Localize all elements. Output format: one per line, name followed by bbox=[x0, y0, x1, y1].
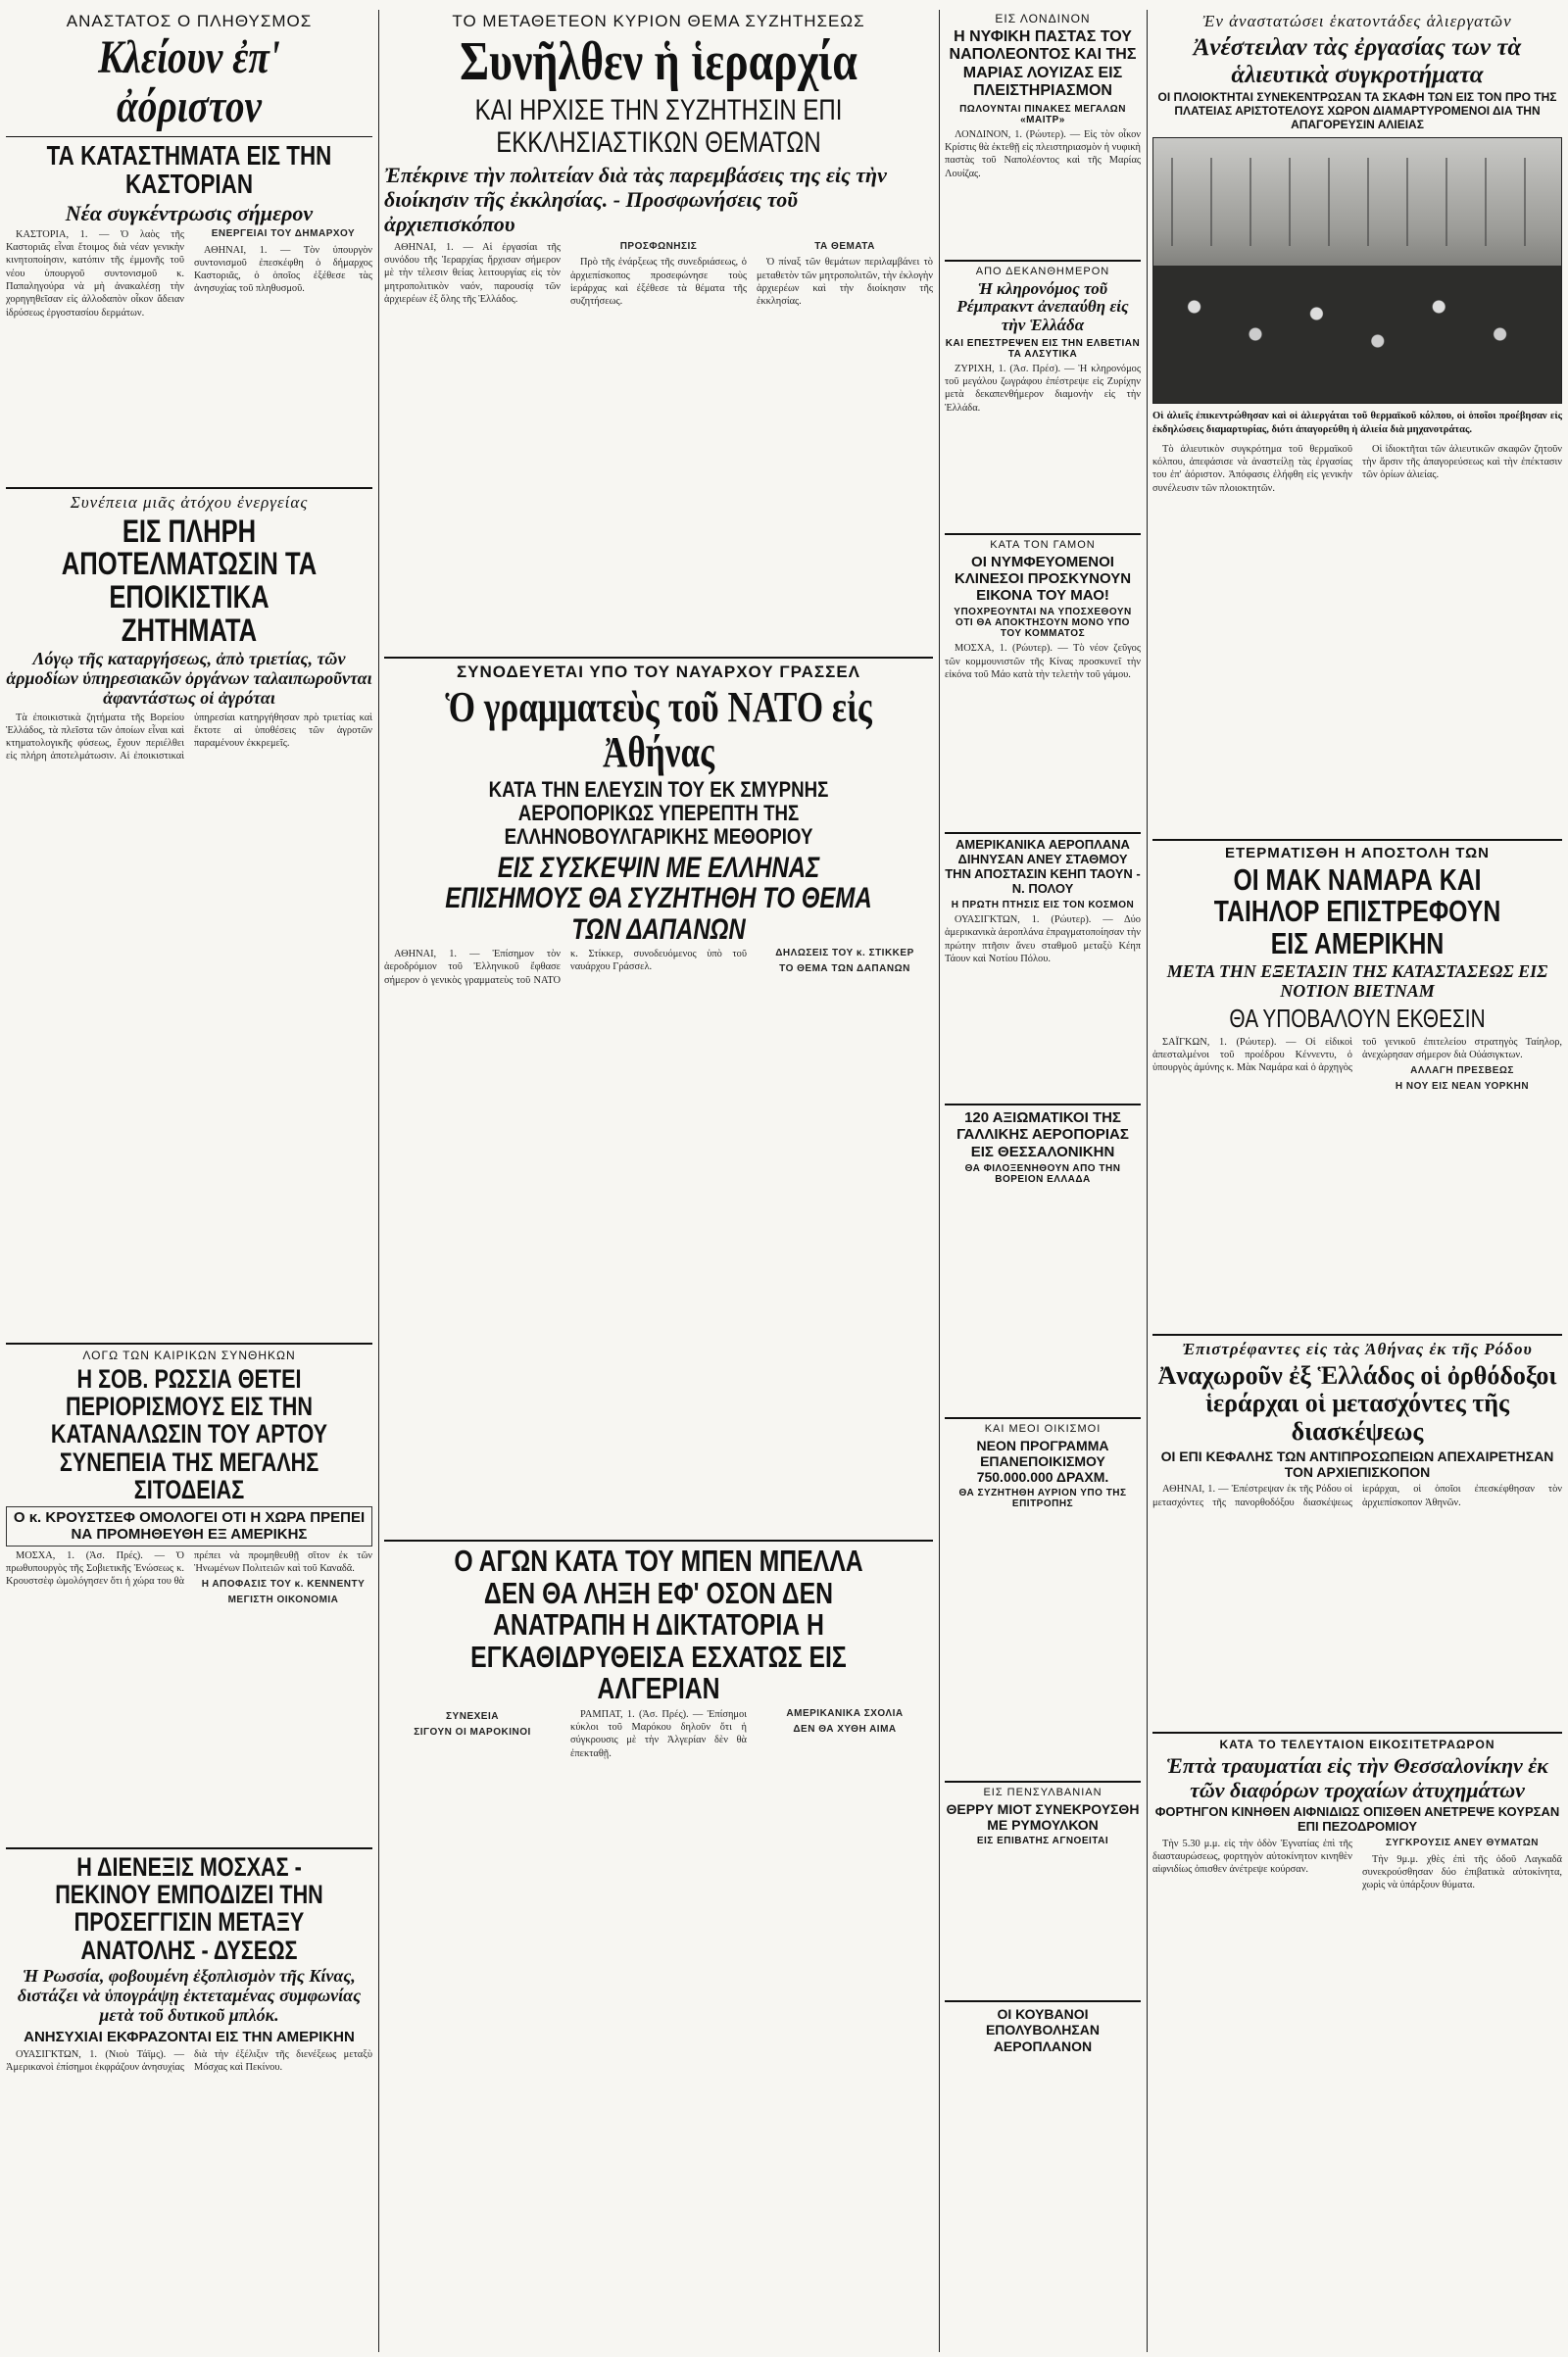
subhead-first-flight: Η ΠΡΩΤΗ ΠΤΗΣΙΣ ΕΙΣ ΤΟΝ ΚΟΣΜΟΝ bbox=[951, 900, 1135, 911]
section-sygon: ΣΙΓΟΥΝ ΟΙ ΜΑΡΟΚΙΝΟΙ bbox=[414, 1726, 531, 1738]
article-mcnamara bbox=[1152, 1036, 1562, 1330]
article-text: ΡΑΜΠΑΤ, 1. (Ἀσ. Πρές). — Ἐπίσημοι κύκλοι τοῦ Μαρόκου δηλοῦν ὅτι ἡ σύγκρουσις μὲ τὴν Ἀλγερίαν δὲν θὰ ἐπεκταθῇ. bbox=[570, 1708, 747, 1759]
section-themata: ΤΑ ΘΕΜΑΤΑ bbox=[814, 240, 875, 252]
article-epoikismos bbox=[6, 712, 372, 1339]
kicker-epoikismos: Συνέπεια μιᾶς ἀτόχου ἐνεργείας bbox=[70, 492, 309, 512]
article-napoleon bbox=[945, 128, 1141, 256]
article-text: ΑΘΗΝΑΙ, 1. — Τὸν ὑπουργὸν συντονισμοῦ ἐπεσκέφθη ὁ δήμαρχος Καστοριᾶς, ὁ ὁποῖος ἐξέθεσε τὰς ἀνησυχίας τοῦ πληθυσμοῦ. bbox=[194, 244, 372, 295]
article-moscow-peking bbox=[6, 2048, 372, 2283]
headline-russia-bread: Η ΣΟΒ. ΡΩΣΣΙΑ ΘΕΤΕΙ ΠΕΡΙΟΡΙΣΜΟΥΣ ΕΙΣ ΤΗΝ ΚΑΤΑΝΑΛΩΣΙΝ ΤΟΥ ΑΡΤΟΥ ΣΥΝΕΠΕΙΑ ΤΗΣ ΜΕΓΑΛΗΣ ΣΙΤΟΔΕΙΑΣ bbox=[50, 1363, 328, 1504]
column-1 bbox=[6, 10, 372, 2352]
article-kastoria bbox=[6, 228, 372, 483]
column-2 bbox=[384, 10, 933, 2352]
kicker-traffic: ΚΑΤΑ ΤΟ ΤΕΛΕΥΤΑΙΟΝ ΕΙΚΟΣΙΤΕΤΡΑΩΡΟΝ bbox=[1219, 1738, 1495, 1752]
rule bbox=[1152, 1732, 1562, 1734]
rule bbox=[945, 832, 1141, 834]
headline-napoleon: Η ΝΥΦΙΚΗ ΠΑΣΤΑΣ ΤΟΥ ΝΑΠΟΛΕΟΝΤΟΣ ΚΑΙ ΤΗΣ ΜΑΡΙΑΣ ΛΟΥΙΖΑΣ ΕΙΣ ΠΛΕΙΣΤΗΡΙΑΣΜΟΝ bbox=[949, 28, 1137, 100]
subhead-traffic: ΦΟΡΤΗΓΟΝ ΚΙΝΗΘΕΝ ΑΙΦΝΙΔΙΩΣ ΟΠΙΣΘΕΝ ΑΝΕΤΡΕΨΕ ΚΟΥΡΣΑΝ ΕΠΙ ΠΕΖΟΔΡΟΜΙΟΥ bbox=[1154, 1803, 1560, 1834]
article-text: ΟΥΑΣΙΓΚΤΩΝ, 1. (Ρώυτερ). — Δύο ἀμερικανικὰ ἀεροπλάνα ἐπραγματοποίησαν τὴν πρώτην πτῆσιν ἄνευ σταθμοῦ μεταξὺ Κέηπ Τάουν καὶ Νοτίου Πόλου. bbox=[945, 914, 1141, 965]
rule bbox=[6, 1847, 372, 1849]
headline-nato: Ὁ γραμματεὺς τοῦ ΝΑΤΟ εἰς Ἀθήνας bbox=[445, 682, 872, 776]
headline-hierarchy-2: ΚΑΙ ΗΡΧΙΣΕ ΤΗΝ ΣΥΖΗΤΗΣΙΝ ΕΠΙ ΕΚΚΛΗΣΙΑΣΤΙΚΩΝ ΘΕΜΑΤΩΝ bbox=[474, 93, 843, 159]
headline-traffic: Ἑπτὰ τραυματίαι εἰς τὴν Θεσσαλονίκην ἐκ τῶν διαφόρων τροχαίων ἀτυχημάτων bbox=[1166, 1753, 1548, 1802]
section-synexeia: ΣΥΝΕΧΕΙΑ bbox=[446, 1710, 499, 1722]
section-dapanon: ΤΟ ΘΕΜΑ ΤΩΝ ΔΑΠΑΝΩΝ bbox=[779, 962, 910, 974]
rule bbox=[6, 487, 372, 489]
photo-masts bbox=[1153, 158, 1561, 246]
article-text: ΜΟΣΧΑ, 1. (Ρώυτερ). — Τὸ νέον ζεῦγος τῶν κομμουνιστῶν τῆς Κίνας προσκυνεῖ τὴν εἰκόνα τοῦ Μάο κατὰ τὴν τελετὴν τοῦ γάμου. bbox=[945, 643, 1141, 680]
headline-ferry: ΘΕΡΡΥ ΜΙΟΤ ΣΥΝΕΚΡΟΥΣΘΗ ΜΕ ΡΥΜΟΥΛΚΟΝ bbox=[946, 1801, 1140, 1834]
article-text: ΜΟΣΧΑ, 1. (Ἀσ. Πρές). — Ὁ πρωθυπουργὸς τῆς Σοβιετικῆς Ἑνώσεως κ. Κρουστσὲφ ὡμολόγησεν ὅτι ἡ χώρα του θὰ πρέπει νὰ προμηθευθῇ σῖτον ἐκ τῶν Ἡνωμένων Πολιτειῶν καὶ τοῦ Καναδᾶ. bbox=[6, 1549, 372, 1588]
headline-moscow-peking: Η ΔΙΕΝΕΞΙΣ ΜΟΣΧΑΣ - ΠΕΚΙΝΟΥ ΕΜΠΟΔΙΖΕΙ ΤΗΝ ΠΡΟΣΕΓΓΙΣΙΝ ΜΕΤΑΞΥ ΑΝΑΤΟΛΗΣ - ΔΥΣΕΩΣ bbox=[55, 1851, 323, 1965]
article-text: ΛΟΝΔΙΝΟΝ, 1. (Ρώυτερ). — Εἰς τὸν οἶκον Κρίστις θὰ ἐκτεθῇ εἰς πλειστηριασμὸν ἡ νυφικὴ παστὰς τοῦ Ναπολέοντος καὶ τῆς Μαρίας Λουίζας. bbox=[945, 128, 1141, 179]
article-text: ΑΘΗΝΑΙ, 1. — Ἐπίσημον τὸν ἀεροδρόμιον τοῦ Ἑλληνικοῦ ἔφθασε σήμερον ὁ γενικὸς γραμματεὺς τοῦ ΝΑΤΟ κ. Στίκκερ, συνοδευόμενος ὑπὸ τοῦ ναυάρχου Γράσσελ. bbox=[384, 949, 747, 986]
section-prosfonisis: ΠΡΟΣΦΩΝΗΣΙΣ bbox=[619, 240, 698, 252]
column-4 bbox=[1152, 10, 1562, 2352]
headline-mcnamara: ΟΙ ΜΑΚ ΝΑΜΑΡΑ ΚΑΙ ΤΑΙΗΛΟΡ ΕΠΙΣΤΡΕΦΟΥΝ ΕΙΣ ΑΜΕΡΙΚΗΝ bbox=[1213, 861, 1501, 960]
rule bbox=[384, 657, 933, 659]
headline-french-officers: 120 ΑΞΙΩΜΑΤΙΚΟΙ ΤΗΣ ΓΑΛΛΙΚΗΣ ΑΕΡΟΠΟΡΙΑΣ ΕΙΣ ΘΕΣΣΑΛΟΝΙΚΗΝ bbox=[956, 1109, 1129, 1160]
rule bbox=[945, 533, 1141, 535]
headline-epoikismos: ΕΙΣ ΠΛΗΡΗ ΑΠΟΤΕΛΜΑΤΩΣΙΝ ΤΑ ΕΠΟΙΚΙΣΤΙΚΑ ΖΗΤΗΜΑΤΑ bbox=[61, 513, 318, 648]
article-text: ΖΥΡΙΧΗ, 1. (Ἀσ. Πρέσ). — Ἡ κληρονόμος τοῦ μεγάλου ζωγράφου ἐπέστρεψε εἰς Ζυρίχην μετὰ δεκαπενθήμερον διαμονὴν εἰς τὴν Ἑλλάδα. bbox=[945, 363, 1141, 414]
kicker-nato: ΣΥΝΟΔΕΥΕΤΑΙ ΥΠΟ ΤΟΥ ΝΑΥΑΡΧΟΥ ΓΡΑΣΣΕΛ bbox=[456, 662, 861, 681]
rule bbox=[945, 1104, 1141, 1105]
article-hierarchy bbox=[384, 241, 933, 653]
article-text: Τὴν 5.30 μ.μ. εἰς τὴν ὁδὸν Ἐγνατίας ἐπὶ τῆς διασταυρώσεως, φορτηγὸν αὐτοκίνητον κινηθὲν αἰφνιδίως ὀπισθεν ἀνέτρεψε κούρσαν. bbox=[1152, 1838, 1352, 1876]
article-ferry bbox=[945, 1849, 1141, 1996]
article-ben-bella bbox=[384, 1708, 933, 2198]
article-orthodox bbox=[1152, 1483, 1562, 1728]
column-divider bbox=[378, 10, 379, 2352]
article-airplanes bbox=[945, 913, 1141, 1100]
subhead-program: ΘΑ ΣΥΖΗΤΗΘΗ ΑΥΡΙΟΝ ΥΠΟ ΤΗΣ ΕΠΙΤΡΟΠΗΣ bbox=[958, 1488, 1127, 1510]
kicker-mcnamara: ΕΤΕΡΜΑΤΙΣΘΗ Η ΑΠΟΣΤΟΛΗ ΤΩΝ bbox=[1225, 844, 1490, 861]
subhead-rembrandt: ΚΑΙ ΕΠΕΣΤΡΕΨΕΝ ΕΙΣ ΤΗΝ ΕΛΒΕΤΙΑΝ ΤΑ ΑΛΣΥΤΙΚΑ bbox=[945, 337, 1141, 360]
headline-mao: ΟΙ ΝΥΜΦΕΥΟΜΕΝΟΙ ΚΛΙΝΕΣΟΙ ΠΡΟΣΚΥΝΟΥΝ ΕΙΚΟΝΑ ΤΟΥ ΜΑΟ! bbox=[954, 553, 1132, 605]
article-fishermen bbox=[1152, 443, 1562, 835]
article-rembrandt bbox=[945, 363, 1141, 529]
rule bbox=[384, 1540, 933, 1542]
subhead-ferry: ΕΙΣ ΕΠΙΒΑΤΗΣ ΑΓΝΟΕΙΤΑΙ bbox=[976, 1836, 1109, 1847]
headline-ben-bella: Ο ΑΓΩΝ ΚΑΤΑ ΤΟΥ ΜΠΕΝ ΜΠΕΛΛΑ ΔΕΝ ΘΑ ΛΗΞΗ ΕΦ' ΟΣΟΝ ΔΕΝ ΑΝΑΤΡΑΠΗ Η ΔΙΚΤΑΤΟΡΙΑ Η ΕΓΚΑΘΙΔΡΥΘΕΙΣΑ ΕΣΧΑΤΩΣ ΕΙΣ ΑΛΓΕΡΙΑΝ bbox=[454, 1544, 863, 1706]
rule bbox=[6, 136, 372, 137]
kicker-pennsylvania: ΕΙΣ ΠΕΝΣΥΛΒΑΝΙΑΝ bbox=[983, 1787, 1102, 1799]
photo-caption: Οἱ ἁλιεῖς ἐπικεντρώθησαν καὶ οἱ ἀλιεργάται τοῦ θερμαϊκοῦ κόλπου, οἱ ὁποῖοι προέβησαν εἰς ἐκδηλώσεις διαμαρτυρίας, διότι ἀπαγορεύθη ἡ ἁλιεία διὰ μηχανοτράτας. bbox=[1152, 411, 1562, 436]
headline-fishermen: Ἀνέστειλαν τὰς ἐργασίας των τὰ ἁλιευτικὰ συγκροτήματα bbox=[1193, 34, 1522, 88]
kicker-london: ΕΙΣ ΛΟΝΔΙΝΟΝ bbox=[995, 12, 1091, 25]
column-divider bbox=[1147, 10, 1148, 2352]
article-traffic bbox=[1152, 1838, 1562, 2132]
headline-nato-3: ΕΙΣ ΣΥΣΚΕΨΙΝ ΜΕ ΕΛΛΗΝΑΣ ΕΠΙΣΗΜΟΥΣ ΘΑ ΣΥΖΗΤΗΘΗ ΤΟ ΘΕΜΑ ΤΩΝ ΔΑΠΑΝΩΝ bbox=[445, 851, 872, 946]
section-amer-sxolia: ΑΜΕΡΙΚΑΝΙΚΑ ΣΧΟΛΙΑ bbox=[786, 1707, 904, 1719]
article-text: Τὰ ἐποικιστικὰ ζητήματα τῆς Βορείου Ἑλλάδος, τὰ πλεῖστα τῶν ὁποίων εἶναι καὶ κτηματολογικῆς φύσεως, ἔχουν περιέλθει εἰς πλήρη ἀποτελμάτωσιν. Αἱ ἐποικιστικαὶ ὑπηρεσίαι κατηργήθησαν πρὸ τριετίας καὶ ἔκτοτε αἱ ὑποθέσεις τῶν ἀγροτῶν παραμένουν ἐκκρεμεῖς. bbox=[6, 712, 372, 762]
article-text: ΑΘΗΝΑΙ, 1. — Ἐπέστρεψαν ἐκ τῆς Ρόδου οἱ μετασχόντες τῆς πανορθοδόξου διασκέψεως ἱεράρχαι, οἱ ὁποῖοι ἐπεσκέφθησαν τὸν ἀρχιεπίσκοπον Ἀθηνῶν. bbox=[1152, 1484, 1562, 1508]
section-nhu: Η ΝΟΥ ΕΙΣ ΝΕΑΝ ΥΟΡΚΗΝ bbox=[1395, 1080, 1530, 1092]
headline-nato-2: ΚΑΤΑ ΤΗΝ ΕΛΕΥΣΙΝ ΤΟΥ ΕΚ ΣΜΥΡΝΗΣ ΑΕΡΟΠΟΡΙΚΩΣ ΥΠΕΡΕΠΤΗ ΤΗΣ ΕΛΛΗΝΟΒΟΥΛΓΑΡΙΚΗΣ ΜΕΘΟΡΙΟΥ bbox=[488, 777, 829, 850]
photo-fishing-boats bbox=[1152, 137, 1562, 404]
headline-cubans: ΟΙ ΚΟΥΒΑΝΟΙ ΕΠΟΛΥΒΟΛΗΣΑΝ ΑΕΡΟΠΛΑΝΟΝ bbox=[985, 2006, 1101, 2054]
section-allagi: ΑΛΛΑΓΗ ΠΡΕΣΒΕΩΣ bbox=[1410, 1065, 1514, 1077]
article-text: ΣΑΪΓΚΩΝ, 1. (Ρώυτερ). — Οἱ εἰδικοὶ ἀπεσταλμένοι τοῦ προέδρου Κέννεντυ, ὁ ὑπουργὸς ἀμύνης κ. Μὰκ Ναμάρα καὶ ὁ ἀρχηγὸς τοῦ γενικοῦ ἐπιτελείου στρατηγὸς Ταίηλορ, ἀνεχώρησαν σήμερον διὰ Οὐάσιγκτων. bbox=[1152, 1036, 1562, 1074]
rule bbox=[945, 1417, 1141, 1419]
subhead-kruschev: Ο κ. ΚΡΟΥΣΤΣΕΦ ΟΜΟΛΟΓΕΙ ΟΤΙ Η ΧΩΡΑ ΠΡΕΠΕΙ ΝΑ ΠΡΟΜΗΘΕΥΘΗ ΕΞ ΑΜΕΡΙΚΗΣ bbox=[6, 1506, 372, 1547]
kicker-rembrandt: ΑΠΟ ΔΕΚΑΝΘΗΜΕΡΟΝ bbox=[975, 265, 1110, 277]
article-russia bbox=[6, 1549, 372, 1843]
kicker-kastoria: ΑΝΑΣΤΑΤΟΣ Ο ΠΛΗΘΥΣΜΟΣ bbox=[66, 12, 313, 30]
subhead-epoikismos: Λόγῳ τῆς καταργήσεως, ἀπὸ τριετίας, τῶν ἁρμοδίων ὑπηρεσιακῶν ὀργάνων ταλαιπωροῦνται ἀφαντάστως οἱ ἀγρόται bbox=[6, 649, 372, 708]
rule bbox=[6, 1343, 372, 1345]
subhead-kastoria: Νέα συγκέντρωσις σήμερον bbox=[65, 200, 314, 225]
subhead-paintings: ΠΩΛΟΥΝΤΑΙ ΠΙΝΑΚΕΣ ΜΕΓΑΛΩΝ «ΜΑΙΤΡ» bbox=[959, 103, 1126, 125]
section-den-aima: ΔΕΝ ΘΑ ΧΥΘΗ ΑΙΜΑ bbox=[793, 1723, 897, 1735]
kicker-rhodes: Ἐπιστρέφαντες εἰς τὰς Ἀθήνας ἐκ τῆς Ρόδου bbox=[1182, 1339, 1533, 1358]
article-program bbox=[945, 1512, 1141, 1777]
subhead-mao: ΥΠΟΧΡΕΟΥΝΤΑΙ ΝΑ ΥΠΟΣΧΕΘΟΥΝ ΟΤΙ ΘΑ ΑΠΟΚΤΗΣΟΥΝ ΜΟΝΟ ΥΠΟ ΤΟΥ ΚΟΜΜΑΤΟΣ bbox=[954, 607, 1132, 640]
article-cubans bbox=[945, 2057, 1141, 2136]
rule bbox=[945, 2000, 1141, 2002]
photo-crowd bbox=[1153, 266, 1561, 403]
rule bbox=[1152, 1334, 1562, 1336]
article-text: ΑΘΗΝΑΙ, 1. — Αἱ ἐργασίαι τῆς συνόδου τῆς Ἱεραρχίας ἤρχισαν σήμερον μὲ τὴν τέλεσιν θείας λειτουργίας εἰς τὸν μητροπολιτικὸν ναόν, παρουσίᾳ τῶν ἀρχιερέων ἐξ ὅλης τῆς Ἑλλάδος. bbox=[384, 241, 561, 305]
subhead-vietnam: ΜΕΤΑ ΤΗΝ ΕΞΕΤΑΣΙΝ ΤΗΣ ΚΑΤΑΣΤΑΣΕΩΣ ΕΙΣ ΝΟΤΙΟΝ ΒΙΕΤΝΑΜ bbox=[1166, 961, 1548, 1002]
kicker-fishermen: Ἐν ἀναστατώσει ἑκατοντάδες ἁλιεργατῶν bbox=[1202, 12, 1512, 30]
subhead-moscow-peking: Ἡ Ρωσσία, φοβουμένη ἐξοπλισμὸν τῆς Κίνας, διστάζει νὰ ὑπογράψῃ ἐκτεταμένας συμφωνίας μετὰ τοῦ δυτικοῦ μπλόκ. bbox=[17, 1966, 362, 2025]
headline-kastoria-shops: ΤΑ ΚΑΤΑΣΤΗΜΑΤΑ ΕΙΣ ΤΗΝ ΚΑΣΤΟΡΙΑΝ bbox=[46, 139, 332, 200]
section-energy: ΕΝΕΡΓΕΙΑΙ ΤΟΥ ΔΗΜΑΡΧΟΥ bbox=[211, 227, 356, 239]
section-kennedy: Η ΑΠΟΦΑΣΙΣ ΤΟΥ κ. ΚΕΝΝΕΝΤΥ bbox=[201, 1579, 366, 1591]
rule bbox=[1152, 839, 1562, 841]
section-econ: ΜΕΓΙΣΤΗ ΟΙΚΟΝΟΜΙΑ bbox=[227, 1595, 339, 1606]
headline-program: ΝΕΟΝ ΠΡΟΓΡΑΜΜΑ ΕΠΑΝΕΠΟΙΚΙΣΜΟΥ 750.000.000 ΔΡΑΧΜ. bbox=[976, 1437, 1109, 1486]
article-nato bbox=[384, 948, 933, 1536]
kicker-russia: ΛΟΓΩ ΤΩΝ ΚΑΙΡΙΚΩΝ ΣΥΝΘΗΚΩΝ bbox=[82, 1348, 296, 1362]
article-text: ΚΑΣΤΟΡΙΑ, 1. — Ὁ λαὸς τῆς Καστοριᾶς εἶναι ἕτοιμος διὰ νέαν γενικὴν κινητοποίησιν, κατόπιν τῆς ἐμμονῆς τοῦ νέου ὑπουργοῦ συντονισμοῦ κ. Παπαληγούρα νὰ μὴ ἀνακαλέσῃ τὴν χορηγηθεῖσαν εἰς ἀλλοδαπὸν οἶκον ἄδειαν ἱδρύσεως ἐργοστασίου δερμάτων. bbox=[6, 228, 184, 319]
article-text: Οἱ ἰδιοκτῆται τῶν ἁλιευτικῶν σκαφῶν ζητοῦν τὴν ἄρσιν τῆς ἀπαγορεύσεως καὶ τὴν ἐπέκτασιν τῶν ὁρίων ἁλιείας. bbox=[1362, 443, 1562, 481]
subhead-hierarchy: Ἐπέκρινε τὴν πολιτείαν διὰ τὰς παρεμβάσεις της εἰς τὴν διοίκησιν τῆς ἐκκλησίας. - Προσφωνήσεις τοῦ ἀρχιεπισκόπου bbox=[384, 162, 887, 237]
headline-report: ΘΑ ΥΠΟΒΑΛΟΥΝ ΕΚΘΕΣΙΝ bbox=[1229, 1003, 1486, 1033]
kicker-gamos: ΚΑΤΑ ΤΟΝ ΓΑΜΟΝ bbox=[990, 538, 1096, 551]
article-text: Πρὸ τῆς ἐνάρξεως τῆς συνεδριάσεως, ὁ ἀρχιεπίσκοπος προσεφώνησε τοὺς ἱεράρχας καὶ ἐξέθεσε τὰ θέματα τῆς συζητήσεως. bbox=[570, 257, 747, 308]
article-text: Τὸ ἁλιευτικὸν συγκρότημα τοῦ θερμαϊκοῦ κόλπου, ἀπεφάσισε νὰ ἀναστείλῃ τὰς ἐργασίας του ἐπ' ἀόριστον. Ἀπόφασις ἐλήφθη εἰς γενικὴν συνέλευσιν τῶν πλοιοκτητῶν. bbox=[1152, 443, 1352, 494]
headline-airplanes: ΑΜΕΡΙΚΑΝΙΚΑ ΑΕΡΟΠΛΑΝΑ ΔΙΗΝΥΣΑΝ ΑΝΕΥ ΣΤΑΘΜΟΥ ΤΗΝ ΑΠΟΣΤΑΣΙΝ ΚΕΗΠ ΤΑΟΥΝ - Ν. ΠΟΛΟΥ bbox=[945, 837, 1141, 897]
article-mao bbox=[945, 642, 1141, 828]
headline-orthodox: Ἀναχωροῦν ἐξ Ἑλλάδος οἱ ὀρθόδοξοι ἱεράρχαι οἱ μετασχόντες τῆς διασκέψεως bbox=[1157, 1360, 1557, 1446]
column-divider bbox=[939, 10, 940, 2352]
section-stikker: ΔΗΛΩΣΕΙΣ ΤΟΥ κ. ΣΤΙΚΚΕΡ bbox=[775, 948, 914, 959]
article-text: ΟΥΑΣΙΓΚΤΩΝ, 1. (Νιοὺ Τάϊμς). — Ἀμερικανοὶ ἐπίσημοι ἐκφράζουν ἀνησυχίας διὰ τὴν ἐξέλιξιν τῆς διενέξεως μεταξὺ Μόσχας καὶ Πεκίνου. bbox=[6, 2048, 372, 2074]
kicker-hierarchy: ΤΟ ΜΕΤΑΘΕΤΕΟΝ ΚΥΡΙΟΝ ΘΕΜΑ ΣΥΖΗΤΗΣΕΩΣ bbox=[452, 12, 865, 30]
subhead-french-officers: ΘΑ ΦΙΛΟΞΕΝΗΘΟΥΝ ΑΠΟ ΤΗΝ ΒΟΡΕΙΟΝ ΕΛΛΑΔΑ bbox=[964, 1162, 1121, 1185]
article-text: Ὁ πίναξ τῶν θεμάτων περιλαμβάνει τὸ μεταθετὸν τῶν μητροπολιτῶν, τὴν ἐκλογὴν ἀρχιερέων καὶ τὴν διοίκησιν τῆς ἐκκλησίας. bbox=[757, 257, 933, 308]
rule bbox=[945, 260, 1141, 262]
column-3 bbox=[945, 10, 1141, 2352]
subhead-america-concern: ΑΝΗΣΥΧΙΑΙ ΕΚΦΡΑΖΟΝΤΑΙ ΕΙΣ ΤΗΝ ΑΜΕΡΙΚΗΝ bbox=[24, 2028, 355, 2045]
rule bbox=[945, 1781, 1141, 1783]
subhead-fishermen: ΟΙ ΠΛΟΙΟΚΤΗΤΑΙ ΣΥΝΕΚΕΝΤΡΩΣΑΝ ΤΑ ΣΚΑΦΗ ΤΩΝ ΕΙΣ ΤΟΝ ΠΡΟ ΤΗΣ ΠΛΑΤΕΙΑΣ ΑΡΙΣΤΟΤΕΛΟΥΣ ΧΩΡΟΝ ΔΙΑΜΑΡΤΥΡΟΜΕΝΟΙ ΔΙΑ ΤΗΝ ΑΠΑΓΟΡΕΥΣΙΝ ΑΛΙΕΙΑΣ bbox=[1157, 90, 1557, 131]
headline-hierarchy: Συνῆλθεν ἡ ἱεραρχία bbox=[460, 31, 858, 92]
article-french-officers bbox=[945, 1188, 1141, 1413]
section-sygkrousis: ΣΥΓΚΡΟΥΣΙΣ ΑΝΕΥ ΘΥΜΑΤΩΝ bbox=[1385, 1837, 1540, 1848]
headline-rembrandt: Ἡ κληρονόμος τοῦ Ρέμπρακντ ἀνεπαύθη εἰς τὴν Ἑλλάδα bbox=[956, 278, 1129, 334]
kicker-oikismoi: ΚΑΙ ΜΕΟΙ ΟΙΚΙΣΜΟΙ bbox=[984, 1422, 1102, 1435]
headline-kastoria: Κλείουν ἐπ' ἀόριστον bbox=[98, 31, 280, 133]
subhead-orthodox: ΟΙ ΕΠΙ ΚΕΦΑΛΗΣ ΤΩΝ ΑΝΤΙΠΡΟΣΩΠΕΙΩΝ ΑΠΕΧΑΙΡΕΤΗΣΑΝ ΤΟΝ ΑΡΧΙΕΠΙΣΚΟΠΟΝ bbox=[1160, 1449, 1554, 1481]
article-text: Τὴν 9μ.μ. χθὲς ἐπὶ τῆς ὁδοῦ Λαγκαδᾶ συνεκρούσθησαν δύο ἐπιβατικὰ αὐτοκίνητα, χωρὶς νὰ ὑπάρξουν θύματα. bbox=[1362, 1853, 1562, 1891]
